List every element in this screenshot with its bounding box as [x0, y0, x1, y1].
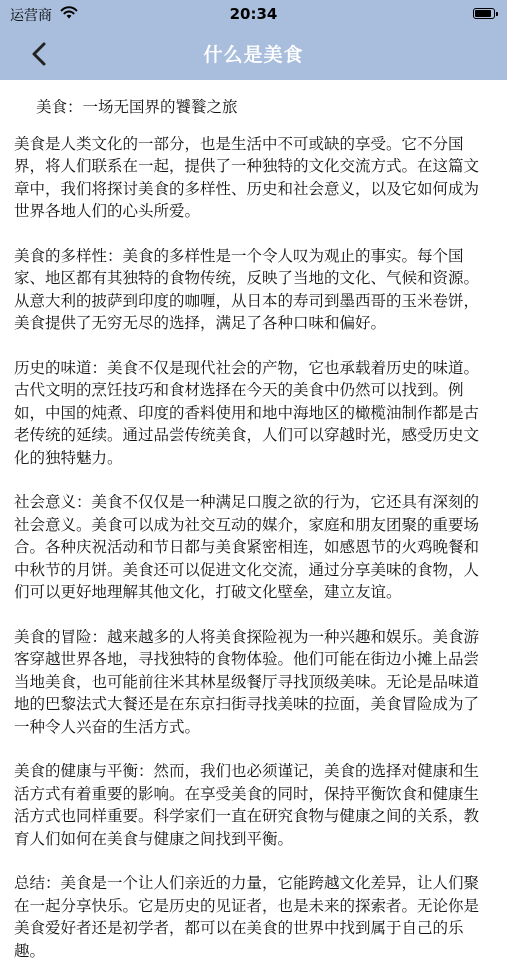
paragraph-health: 美食的健康与平衡：然而，我们也必须谨记，美食的选择对健康和生活方式有着重要的影响。在享受美食的同时，保持平衡饮食和健康生活方式也同样重要。科学家们一直在研究食物与健康之间的关系，教育人们如何在美食与健康之间找到平衡。: [14, 762, 480, 848]
paragraph-intro: 美食是人类文化的一部分，也是生活中不可或缺的享受。它不分国界，将人们联系在一起，提供了一种独特的文化交流方式。在这篇文章中，我们将探讨美食的多样性、历史和社会意义，以及它如何成为世界各地人们的心头所爱。: [14, 134, 480, 220]
paragraph-summary: 总结：美食是一个让人们亲近的力量，它能跨越文化差异，让人们聚在一起分享快乐。它是历史的见证者，也是未来的探索者。无论你是美食爱好者还是初学者，都可以在美食的世界中找到属于自己的乐趣。: [14, 874, 480, 960]
article-body: [14, 88, 492, 960]
navigation-bar: [0, 28, 507, 80]
paragraph-adventure: 美食的冒险：越来越多的人将美食探险视为一种兴趣和娱乐。美食游客穿越世界各地，寻找独特的食物体验。他们可能在街边小摊上品尝当地美食，也可能前往米其林星级餐厅寻找顶级美味。无论是品味道地的巴黎法式大餐还是在东京扫街寻找美味的拉面，美食冒险成为了一种令人兴奋的生活方式。: [14, 627, 480, 736]
paragraph-history: 历史的味道：美食不仅是现代社会的产物，它也承载着历史的味道。古代文明的烹饪技巧和食材选择在今天的美食中仍然可以找到。例如，中国的炖煮、印度的香料使用和地中海地区的橄榄油制作都是古老传统的延续。通过品尝传统美食，人们可以穿越时光，感受历史文化的独特魅力。: [14, 358, 480, 467]
article-lead: 美食：一场无国界的饕餮之旅: [36, 98, 238, 116]
battery-icon: [473, 8, 495, 19]
clock-time: 20:34: [229, 5, 278, 23]
status-bar: [0, 0, 507, 28]
page-title: 什么是美食: [203, 44, 304, 66]
carrier-label: 运营商: [10, 8, 52, 24]
paragraph-social: 社会意义：美食不仅仅是一种满足口腹之欲的行为，它还具有深刻的社会意义。美食可以成为社交互动的媒介，家庭和朋友团聚的重要场合。各种庆祝活动和节日都与美食紧密相连，如感恩节的火鸡晚餐和中秋节的月饼。美食还可以促进文化交流，通过分享美味的食物，人们可以更好地理解其他文化，打破文化壁垒，建立友谊。: [14, 493, 480, 601]
paragraph-diversity: 美食的多样性：美食的多样性是一个令人叹为观止的事实。每个国家、地区都有其独特的食物传统，反映了当地的文化、气候和资源。从意大利的披萨到印度的咖喱，从日本的寿司到墨西哥的玉米卷饼，美食提供了无穷无尽的选择，满足了各种口味和偏好。: [14, 246, 480, 332]
